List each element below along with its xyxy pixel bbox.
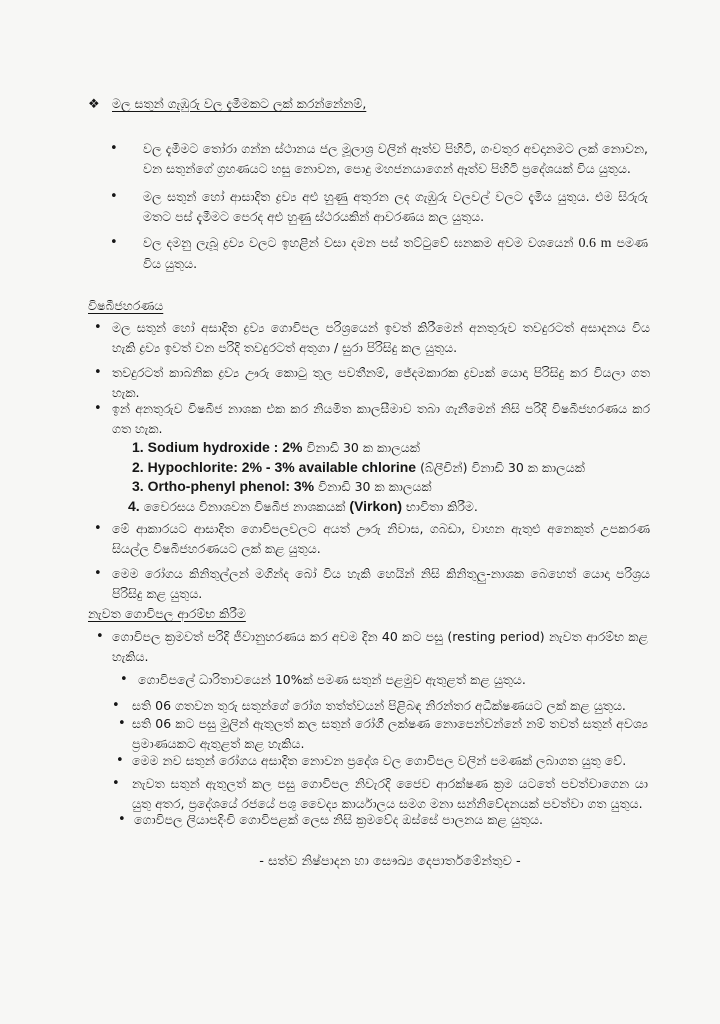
burial-heading-row <box>88 94 654 115</box>
department-name: - සත්ව නිෂ්පාදන හා සෞඛ්‍ය දෙපාර්තමේන්තුව - <box>259 854 521 869</box>
list-item <box>88 139 648 179</box>
list-item <box>88 318 650 358</box>
item-number: 3. <box>132 478 144 494</box>
restart-heading: නැවත ගොවිපල ආරම්භ කිරීම <box>88 606 246 621</box>
disinfection-list <box>88 318 654 439</box>
list-item-text: මේ ආකාරයට ආසාදිත ගොවිපලවලට අයත් ඌරු නිවාස, ගබඩා, වාහන ඇතුළු අනෙකුත් උපකරණ සියල්ල විෂබීජහරණයට ලක් කළ යුතුය. <box>112 521 650 556</box>
list-item <box>88 363 650 403</box>
list-item-text: වල දැමීමට තෝරා ගන්න ස්ථානය ජල මූලාශ්‍ර වලින් ඈත්ව පිහිටි, ගංවතුර අවදානමට ලක් නොවන, වන සතුන්ගේ ග්‍රහණයට හසු නොවන, පොදු මහජනයාගෙන් ඈත්ව පිහිටි ප්‍රදේශයක් විය යුතුය. <box>143 141 648 176</box>
disinfectant-item <box>132 438 654 458</box>
department-footer <box>88 852 654 872</box>
document-body <box>88 94 654 872</box>
list-item <box>88 399 650 439</box>
list-item-text: තවදුරටත් කාබනික ද්‍රව්‍ය ඌරු කොටු තුල පවතීනම්, ජේදමකාරක ද්‍රව්‍යක් යොදා පිරිසිදු කර වියලා ගත හැක. <box>112 365 650 400</box>
restart-list <box>88 627 654 830</box>
disinfection-heading-row <box>88 296 654 316</box>
list-item-text: මල සතුන් හෝ අසාදිත ද්‍රව්‍ය ගොවිපල පරිශ්‍රයෙන් ඉවත් කිරීමෙන් අනතුරුව තවදුරටත් අසාදනය විය හැකි ද්‍රව්‍ය ඉවත් වන පරිදි තවදුරටත් අතුගා / සුරා පිරිසිදු කල යුතුය. <box>112 320 650 355</box>
restart-section <box>88 604 654 830</box>
burial-list <box>88 139 654 274</box>
depth-value: 0.6 m <box>578 236 612 251</box>
list-item-text: ගොවිපල ලියාපදිංචි ගොවිපළක් ලෙස නිසි ක්‍රමවේද ඔස්සේ පාලනය කළ යුතුය. <box>134 812 543 827</box>
list-item <box>88 714 648 754</box>
disinfectant-item <box>132 477 654 497</box>
depth-text-post: පමණ විය යුතුය. <box>143 235 648 271</box>
item-number: 4. <box>128 497 140 514</box>
list-item-text: නැවත සතුන් ඇතුලත් කල පසු ගොවිපල නිවැරදි ජෛව ආරක්ෂණ ක්‍රම යටතේ පවත්වාගෙන යා යුතු අතර, ප්‍රදේශයේ රජයේ පශු වෛද්‍ය කාර්යාලය සමග මනා සන්නිවේදනයක් පවත්වා ගත යුතුය. <box>132 776 648 811</box>
disinfectant-name: (Virkon) <box>349 497 403 514</box>
disinfectant-detail: වෛරසය විනාශවන විෂබීජ නාශකයක් <box>143 498 346 514</box>
list-item-text: මෙම නව සතුන් රෝගය අසාදිත නොවන ප්‍රදේශ වල ගොවිපල වලින් පමණක් ලබාගත යුතු වේ. <box>132 753 627 768</box>
list-item-text: මල සතුන් හෝ ආසාදිත ද්‍රව්‍ය අළු හුණු අතුරන ලද ගැඹුරු වලවල් වලට දැමිය යුතුය. එම සිරුරු මතට පස් දැමීමට පෙරද අළු හුණු ස්ථරයකින් ආවරණය කල යුතුය. <box>143 189 648 224</box>
depth-text-pre: වල දමනු ලැබූ ද්‍රව්‍ය වලට ඉහළින් වසා දමන පස් තට්ටුවේ ඝනකම අවම වශයෙන් <box>143 235 574 250</box>
list-item <box>88 187 648 227</box>
list-item <box>88 810 648 830</box>
list-item <box>88 519 650 559</box>
list-item <box>88 670 648 690</box>
list-item <box>88 564 650 604</box>
disinfection-section <box>88 296 654 604</box>
list-item-text: සති 06 කට පසු මුලින් ඇතුලත් කල සතුන් රෝගී ලක්ෂණ නොපෙන්වන්නේ නම් තවත් සතුන් අවශ්‍ය ප්‍රමාණයකට ඇතුළත් කළ හැකිය. <box>132 716 648 751</box>
list-item-text: සති 06 ගතවන තුරු සතුන්ගේ රෝග තත්ත්වයන් පිළිබඳ නිරන්තර අධීක්ෂණයට ලක් කළ යුතුය. <box>132 698 626 713</box>
disinfectant-detail: විනාඩි 30 ක කාලයක් <box>318 479 432 494</box>
diamond-bullet-icon: ❖ <box>88 97 100 112</box>
restart-heading-row <box>88 604 654 624</box>
item-number: 2. <box>132 458 144 475</box>
list-item-text: ගොවිපල ක්‍රමවත් පරිදි ජීවානුහරණය කර අවම දින 40 කට පසු (resting period) නැවත ආරම්භ කළ හැකිය. <box>112 629 648 664</box>
disinfectant-item <box>132 458 654 478</box>
list-item <box>88 233 648 274</box>
item-number: 1. <box>132 439 144 455</box>
list-item <box>88 751 648 771</box>
disinfectant-item <box>128 497 654 517</box>
disinfectant-name: Hypochlorite: 2% - 3% available chlorine <box>147 458 417 475</box>
disinfection-heading: විෂබීජහරණය <box>88 298 164 313</box>
disinfectant-detail: විනාඩි 30 ක කාලයක් <box>306 440 420 455</box>
list-item <box>88 696 648 716</box>
list-item-text: ගොවිපලේ ධාරිතාවයෙන් 10%ක් පමණ සතුන් පළමුව ඇතුළත් කළ යුතුය. <box>138 672 526 687</box>
disinfectant-list <box>88 438 654 516</box>
disinfectant-name: Ortho-phenyl phenol: 3% <box>147 478 315 494</box>
disinfectant-detail: (බ්ලීචින්) විනාඩි 30 ක කාලයක් <box>420 459 585 475</box>
disinfectant-name: Sodium hydroxide : 2% <box>147 439 303 455</box>
burial-section <box>88 94 654 274</box>
disinfection-list-continued <box>88 519 654 604</box>
disinfectant-tail: භාවිතා කිරීම. <box>406 498 478 514</box>
burial-heading: මල සතුන් ගැඹුරු වල දැමීමකට ලක් කරන්නේනම්, <box>112 96 367 111</box>
list-item-text: ඉන් අනතුරුව විෂබීජ නාශක එක කර නියමිත කාලසීමාව තබා ගැනීමෙන් නිසි පරිදි විෂබීජහරණය කර ගත හැක. <box>112 401 650 436</box>
list-item <box>88 627 648 667</box>
list-item-text: මෙම රෝගය කිනිතුල්ලන් මගින්ද බෝ විය හැකි හෙයින් නිසි කිනිතුලු-නාශක බෙහෙත් යොදා පරිශ්‍රය පිරිසිදු කළ යුතුය. <box>112 566 650 601</box>
list-item <box>88 774 648 814</box>
